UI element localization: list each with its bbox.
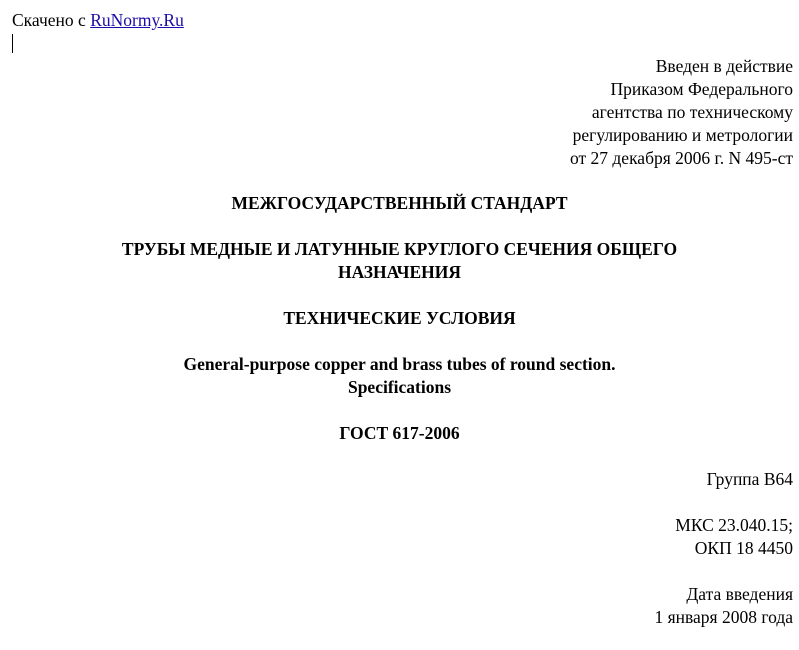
standard-number	[0, 422, 799, 445]
standard-subtitle-text: ТЕХНИЧЕСКИЕ УСЛОВИЯ	[283, 308, 516, 328]
source-note	[12, 9, 184, 32]
effective-date-block	[654, 583, 793, 629]
enactment-line: от 27 декабря 2006 г. N 495-ст	[569, 148, 793, 168]
standard-category	[0, 192, 799, 215]
source-prefix: Скачено с	[12, 10, 86, 30]
mks-code: МКС 23.040.15;	[675, 515, 793, 535]
effective-date-value: 1 января 2008 года	[654, 607, 793, 627]
standard-category-text: МЕЖГОСУДАРСТВЕННЫЙ СТАНДАРТ	[231, 193, 568, 213]
okp-code: ОКП 18 4450	[694, 538, 793, 558]
group-code-text: Группа В64	[706, 469, 793, 489]
group-code	[707, 468, 793, 491]
standard-title-line: НАЗНАЧЕНИЯ	[337, 262, 462, 282]
standard-title-line: ТРУБЫ МЕДНЫЕ И ЛАТУННЫЕ КРУГЛОГО СЕЧЕНИЯ ОБЩЕГО	[121, 239, 678, 259]
enactment-block	[570, 55, 793, 170]
classification-codes	[675, 514, 793, 560]
standard-subtitle	[0, 307, 799, 330]
english-title-line: General-purpose copper and brass tubes of round section.	[183, 354, 616, 374]
english-title	[0, 353, 799, 399]
english-title-line: Specifications	[347, 377, 452, 397]
source-link[interactable]: RuNormy.Ru	[90, 10, 184, 30]
enactment-line: регулированию и метрологии	[572, 125, 793, 145]
effective-date-label: Дата введения	[686, 584, 793, 604]
text-cursor	[12, 34, 13, 53]
standard-title	[0, 238, 799, 284]
standard-number-text: ГОСТ 617-2006	[339, 423, 460, 443]
enactment-line: Введен в действие	[655, 56, 793, 76]
enactment-line: агентства по техническому	[591, 102, 793, 122]
enactment-line: Приказом Федерального	[610, 79, 793, 99]
